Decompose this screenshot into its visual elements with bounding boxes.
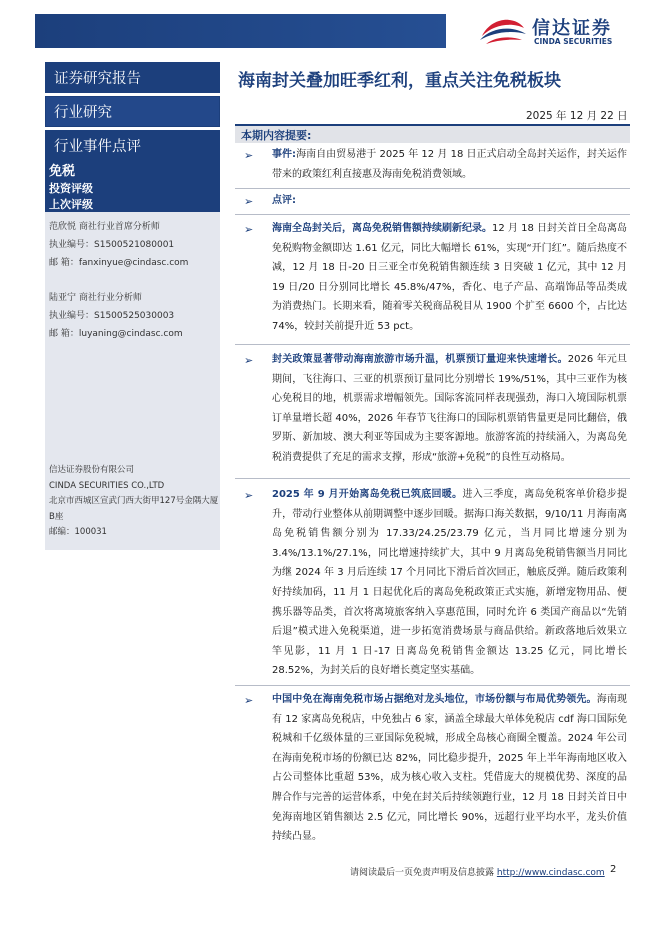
analyst-1-license: 执业编号：S1500521080001 [49,240,175,250]
point-3-paragraph [272,485,627,681]
report-type: 证券研究报告 [45,62,220,93]
footer [350,865,605,878]
analyst-1-email[interactable]: 邮 箱：fanxinyue@cindasc.com [49,258,189,268]
brand-name-en: CINDA SECURITIES [534,37,613,46]
point-1-text: 12 月 18 日封关首日全岛离岛免税购物金额即达 1.61 亿元，同比大幅增长 61%，实现“开门红”。随后热度不减，12 月 18 日-20 日三亚全市免税销售额连续 3 日突破 1 亿元，其中 12 月 19 日/20 日分别同比增长 45.8%/47%，香化、电子产品、高端饰品等品类成为消费热门。长期来看，随着零关税商品税目从 1900 个扩至 6600 个，占比达 74%，较封关前提升近 53 pct。 [272,223,627,332]
point-2-text: 2026 年元旦期间，飞往海口、三亚的机票预订量同比分别增长 19%/51%，其中三亚作为核心免税目的地，机票需求增幅领先。国际客流同样表现强劲，海口入境国际机票订单量增长超 40%，2026 年春节飞往海口的国际机票销售量更是同比翻倍，俄罗斯、新加坡、澳大利亚等国成为主要客源地。旅游客流的持续涌入，为离岛免税消费提供了充足的需求支撑，形成“旅游+免税”的良性互动格局。 [272,354,627,463]
bullet-arrow-icon: ➢ [244,195,254,208]
brand-logo [478,12,638,52]
bullet-arrow-icon: ➢ [244,694,254,707]
analyst-2-name: 陆亚宁 商社行业分析师 [49,293,142,303]
report-title: 海南封关叠加旺季红利，重点关注免税板块 [238,71,561,91]
page-number: 2 [610,864,617,875]
divider [235,344,630,345]
point-2-head: 封关政策显著带动海南旅游市场升温，机票预订量迎来快速增长。 [272,354,568,365]
analyst-1-name: 范欣悦 商社行业首席分析师 [49,222,160,232]
sector-label: 免税 [49,164,76,179]
divider [235,478,630,479]
point-4-head: 中国中免在海南免税市场占据绝对龙头地位，市场份额与布局优势领先。 [272,694,597,705]
bullet-arrow-icon: ➢ [244,354,254,367]
divider [235,214,630,215]
bullet-arrow-icon: ➢ [244,489,254,502]
section-header [235,124,630,143]
event-paragraph [272,145,627,184]
point-2-paragraph [272,350,627,468]
company-name-cn: 信达证券股份有限公司 [49,465,135,475]
analyst-2-email[interactable]: 邮 箱：luyaning@cindasc.com [49,329,183,339]
footer-disclaimer: 请阅读最后一页免责声明及信息披露 [350,868,495,878]
report-category: 行业研究 [45,96,220,127]
section-header-label: 本期内容提要: [241,129,312,142]
point-4-paragraph [272,690,627,847]
report-subcategory: 行业事件点评 [45,130,220,161]
last-rating-label: 上次评级 [49,198,93,211]
company-postcode: 邮编：100031 [49,527,107,537]
point-1-head: 海南全岛封关后，离岛免税销售额持续刷新纪录。 [272,223,492,234]
comment-label-line [272,191,627,211]
cinda-logo-icon [478,14,528,48]
bullet-arrow-icon: ➢ [244,149,254,162]
analyst-2-license: 执业编号：S1500525030003 [49,311,175,321]
rating-label: 投资评级 [49,182,93,195]
point-4-text: 海南现有 12 家离岛免税店，中免独占 6 家，涵盖全球最大单体免税店 cdf 海口国际免税城和千亿级体量的三亚国际免税城，形成全岛核心商圈全覆盖。2024 年公司在海南免税市场的份额已达 82%，同比稳步提升，2025 年上半年海南地区收入占公司整体比重超 53%，成为核心收入支柱。凭借庞大的规模优势、深度的品牌合作与完善的运营体系，中免在封关后持续领跑行业，12 月 18 日封关首日中免海南地区销售额达 2.5 亿元，同比增长 90%，远超行业平均水平，龙头价值持续凸显。 [272,694,628,843]
bullet-arrow-icon: ➢ [244,223,254,236]
divider [235,685,630,686]
divider [235,188,630,189]
event-label: 事件: [272,149,297,160]
event-text: 海南自由贸易港于 2025 年 12 月 18 日正式启动全岛封关运作，封关运作带来的政策红利直接惠及海南免税消费领域。 [272,149,627,180]
brand-name: 信达证券 [532,18,612,39]
rating-block [45,161,220,213]
point-3-head: 2025 年 9 月开始离岛免税已筑底回暖。 [272,489,463,500]
point-3-text: 进入三季度，离岛免税客单价稳步提升，带动行业整体从前期调整中逐步回暖。据海口海关数据，9/10/11 月海南离岛免税销售额分别为 17.33/24.25/23.79 亿元，当月同比增速分别为 3.4%/13.1%/27.1%，同比增速持续扩大，其中 9 月离岛免税销售额当月同比为继 2024 年 3 月后连续 17 个月同比下滑后首次回正，触底反弹。随后政策利好持续加码，11 月 1 日起优化后的离岛免税政策正式实施，新增宠物用品、便携乐器等品类，首次将离境旅客纳入享惠范围，同时允许 6 类国产商品以“先销后退”模式进入免税渠道，进一步拓宽消费场景与商品供给。新政落地后效果立竿见影，11 月 1 日-17 日离岛免税销售金额达 13.25 亿元，同比增长 28.52%，为封关后的良好增长奠定坚实基础。 [272,489,628,677]
header-band [35,14,446,48]
company-address: 北京市西城区宣武门西大街甲127号金隅大厦B座 [49,496,219,522]
report-date: 2025 年 12 月 22 日 [526,110,628,122]
sidebar [45,62,220,213]
point-1-paragraph [272,219,627,337]
comment-label: 点评: [272,195,296,206]
company-name-en: CINDA SECURITIES CO.,LTD [49,480,165,491]
footer-link[interactable]: http://www.cindasc.com [496,868,605,878]
